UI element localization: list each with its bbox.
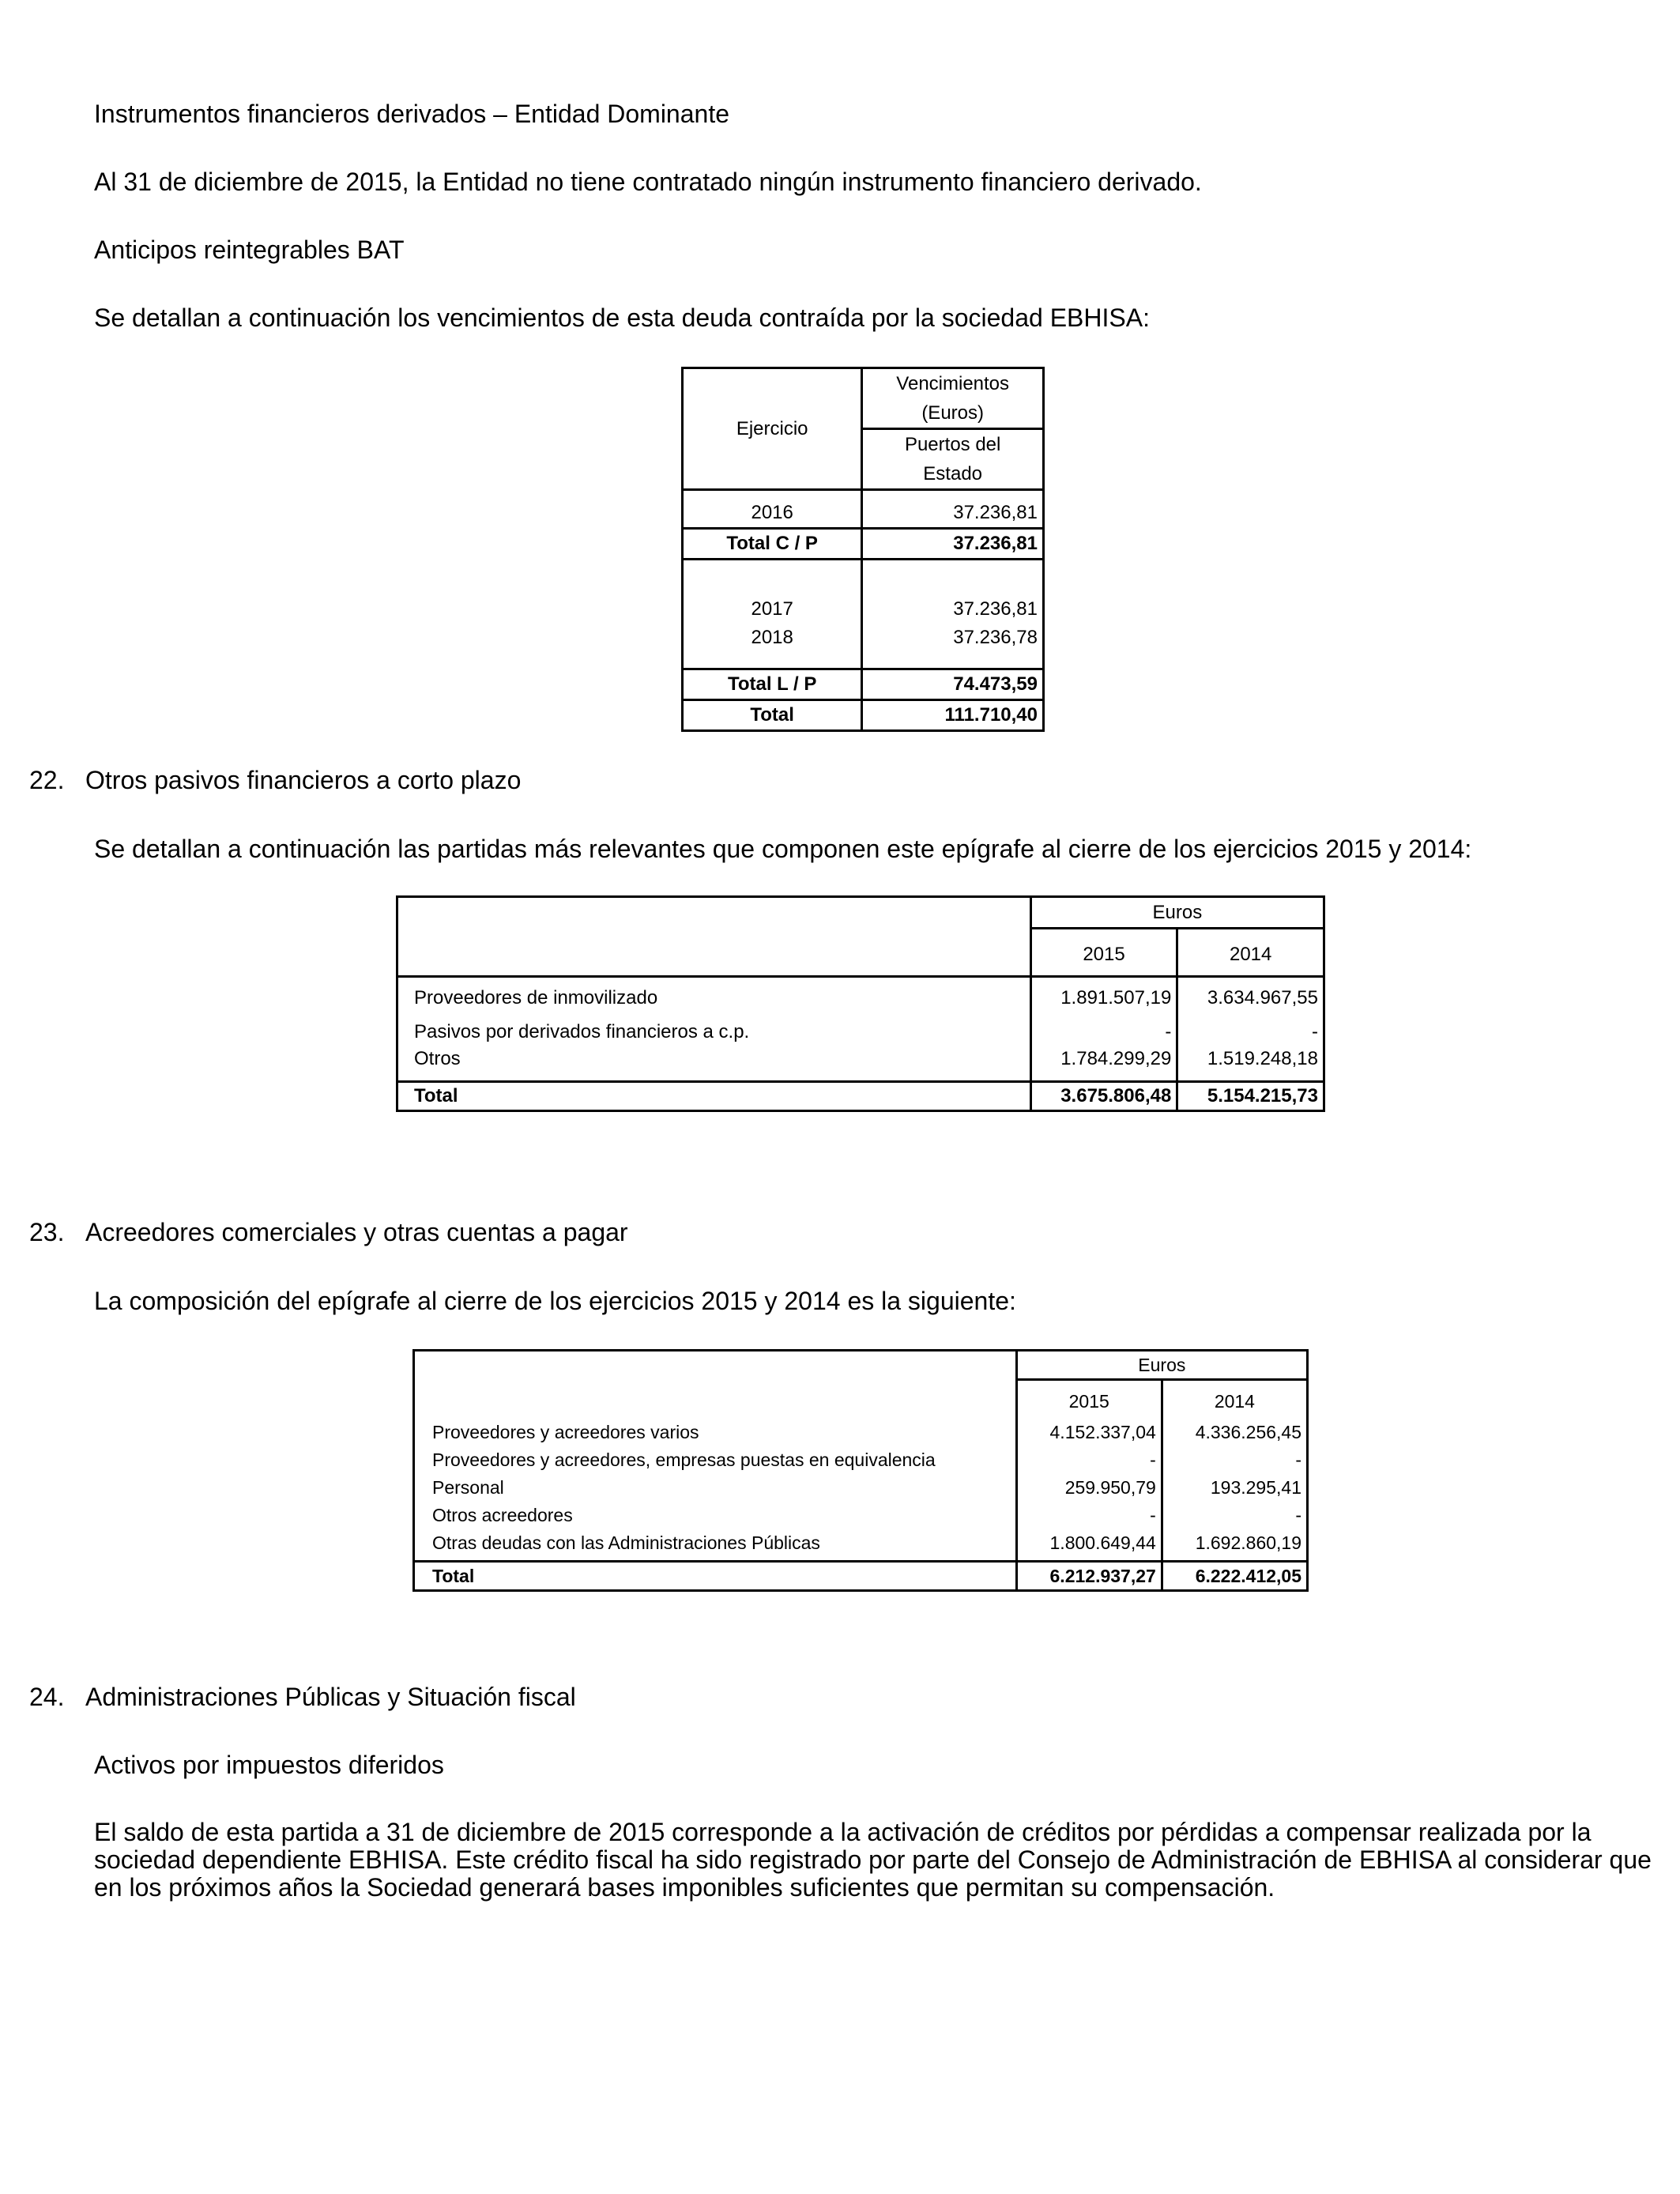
row-2014: - xyxy=(1295,1505,1301,1525)
section-24-subheading: Activos por impuestos diferidos xyxy=(94,1751,444,1779)
total-lp-label: Total L / P xyxy=(683,669,862,700)
section-24-number: 24. xyxy=(29,1683,65,1711)
total-label: Total xyxy=(397,1082,1031,1111)
header-2015: 2015 xyxy=(1030,929,1177,977)
total-2015: 3.675.806,48 xyxy=(1030,1082,1177,1111)
header-vencimientos-line2: (Euros) xyxy=(921,402,984,424)
row-label: Personal xyxy=(414,1474,1017,1502)
table-row xyxy=(414,1529,1308,1562)
row-year: 2016 xyxy=(683,490,862,529)
row-label: Proveedores y acreedores, empresas puestas en equivalencia xyxy=(414,1446,1017,1474)
header-blank xyxy=(397,897,1031,977)
table-row xyxy=(397,977,1324,1015)
section-22-intro: Se detallan a continuación las partidas más relevantes que componen este epígrafe al cierre de los ejercicios 2015 y 2014: xyxy=(94,835,1472,863)
header-puertos-line1: Puertos del xyxy=(904,434,1001,455)
header-euros: Euros xyxy=(1030,897,1324,929)
row-2015: 1.891.507,19 xyxy=(1030,977,1177,1015)
total-cp-row xyxy=(683,529,1044,560)
total-cp-label: Total C / P xyxy=(683,529,862,560)
bat-heading: Anticipos reintegrables BAT xyxy=(94,236,405,264)
section-24-text: El saldo de esta partida a 31 de diciembre de 2015 corresponde a la activación de créditos por pérdidas a compensar realizada por la sociedad dependiente EBHISA. Este crédito fiscal ha sido registrado por parte del Consejo de Administración de EBHISA al considerar que en los próximos años la Sociedad generará bases imponibles suficientes que permitan su compensación. xyxy=(94,1818,1652,1902)
row-year: 2018 xyxy=(683,624,862,669)
table-row xyxy=(414,1502,1308,1529)
derivados-heading: Instrumentos financieros derivados – Entidad Dominante xyxy=(94,100,729,128)
row-label: Otros acreedores xyxy=(414,1502,1017,1529)
row-2014: - xyxy=(1295,1449,1301,1470)
total-2014: 6.222.412,05 xyxy=(1195,1566,1301,1586)
row-value: 37.236,81 xyxy=(953,598,1038,620)
row-value: 37.236,81 xyxy=(953,502,1038,523)
total-row xyxy=(397,1082,1324,1111)
header-vencimientos-line1: Vencimientos xyxy=(896,373,1010,394)
header-euros: Euros xyxy=(1016,1351,1307,1380)
row-2015: - xyxy=(1030,1014,1177,1046)
table-row xyxy=(414,1474,1308,1502)
row-2015: 259.950,79 xyxy=(1016,1474,1162,1502)
row-2015: - xyxy=(1016,1446,1162,1474)
row-year: 2017 xyxy=(683,560,862,624)
header-2015: 2015 xyxy=(1016,1380,1162,1419)
section-23-title: Acreedores comerciales y otras cuentas a pagar xyxy=(85,1218,628,1246)
row-label: Proveedores y acreedores varios xyxy=(414,1419,1017,1446)
table-row xyxy=(397,1014,1324,1046)
total-2014: 5.154.215,73 xyxy=(1207,1085,1318,1106)
header-2014: 2014 xyxy=(1177,929,1324,977)
acreedores-table xyxy=(412,1349,1309,1592)
row-2014: 1.519.248,18 xyxy=(1207,1048,1318,1069)
total-value: 111.710,40 xyxy=(944,704,1038,726)
total-cp-value: 37.236,81 xyxy=(953,533,1038,554)
otros-pasivos-table xyxy=(396,895,1325,1112)
row-2014: - xyxy=(1312,1021,1318,1042)
row-2014: 4.336.256,45 xyxy=(1195,1422,1301,1442)
row-2015: 1.800.649,44 xyxy=(1016,1529,1162,1562)
table-row xyxy=(683,560,1044,624)
row-label: Otros xyxy=(397,1046,1031,1082)
section-22-title: Otros pasivos financieros a corto plazo xyxy=(85,766,522,794)
section-23-number: 23. xyxy=(29,1218,65,1246)
row-2014: 3.634.967,55 xyxy=(1207,987,1318,1008)
section-22-number: 22. xyxy=(29,766,65,794)
row-2015: - xyxy=(1016,1502,1162,1529)
table-row xyxy=(683,624,1044,669)
row-value: 37.236,78 xyxy=(953,627,1038,648)
header-puertos-del-estado xyxy=(862,429,1044,490)
header-vencimientos xyxy=(862,368,1044,429)
total-row xyxy=(414,1562,1308,1591)
header-blank xyxy=(414,1351,1017,1419)
derivados-text: Al 31 de diciembre de 2015, la Entidad no tiene contratado ningún instrumento financiero derivado. xyxy=(94,168,1202,196)
bat-maturities-table xyxy=(681,367,1045,732)
total-row xyxy=(683,700,1044,731)
table-row xyxy=(683,490,1044,529)
row-label: Pasivos por derivados financieros a c.p. xyxy=(397,1014,1031,1046)
header-ejercicio: Ejercicio xyxy=(683,368,862,490)
header-puertos-line2: Estado xyxy=(923,463,983,484)
row-2015: 1.784.299,29 xyxy=(1030,1046,1177,1082)
total-lp-row xyxy=(683,669,1044,700)
row-label: Otras deudas con las Administraciones Públicas xyxy=(414,1529,1017,1562)
total-label: Total xyxy=(414,1562,1017,1591)
row-label: Proveedores de inmovilizado xyxy=(397,977,1031,1015)
table-row xyxy=(414,1446,1308,1474)
row-2014: 1.692.860,19 xyxy=(1195,1532,1301,1553)
total-lp-value: 74.473,59 xyxy=(953,673,1038,695)
row-2014: 193.295,41 xyxy=(1210,1477,1301,1498)
bat-intro: Se detallan a continuación los vencimientos de esta deuda contraída por la sociedad EBHISA: xyxy=(94,303,1150,332)
total-label: Total xyxy=(683,700,862,731)
row-2015: 4.152.337,04 xyxy=(1016,1419,1162,1446)
section-24-title: Administraciones Públicas y Situación fiscal xyxy=(85,1683,576,1711)
table-row xyxy=(397,1046,1324,1082)
table-row xyxy=(414,1419,1308,1446)
total-2015: 6.212.937,27 xyxy=(1016,1562,1162,1591)
header-2014: 2014 xyxy=(1214,1391,1255,1412)
section-23-intro: La composición del epígrafe al cierre de los ejercicios 2015 y 2014 es la siguiente: xyxy=(94,1287,1016,1315)
